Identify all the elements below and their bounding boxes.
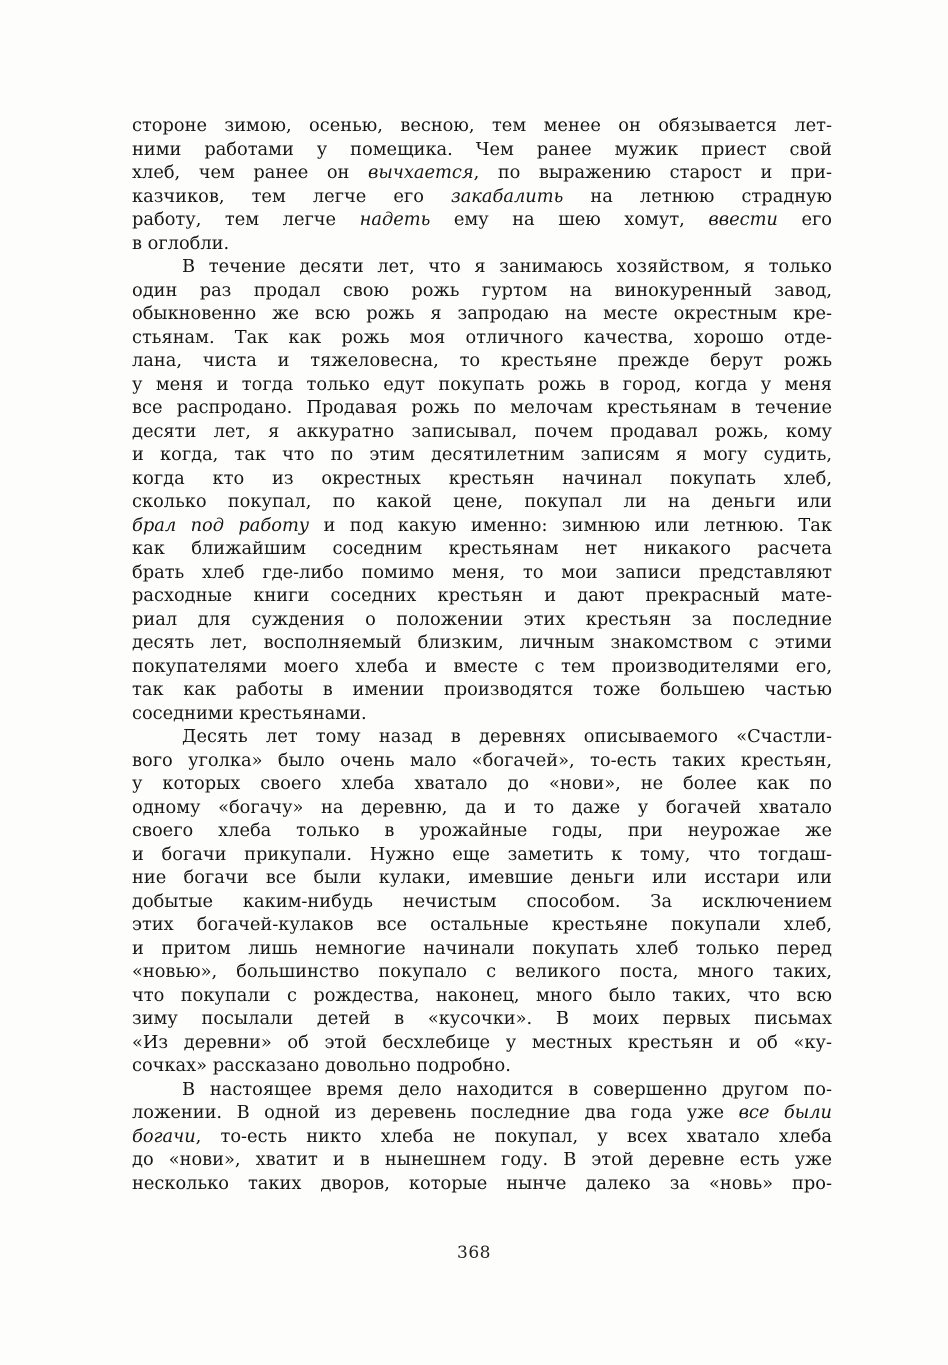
text-line: так как работы в имении производятся тоже большею частью [132,679,832,700]
text-line: работу, тем легче надеть ему на шею хомут, ввести его [132,209,832,230]
text-line: одному «богачу» на деревню, да и то даже у богачей хватало [132,796,832,818]
text-line: десять лет, восполняемый близким, личным знакомством с этими [132,632,832,653]
text-line: зиму посылали детей в «кусочки». В моих первых письмах [132,1008,832,1029]
text-line: несколько таких дворов, которые нынче далеко за «новь» про- [132,1172,832,1194]
text-line: добытые каким-нибудь нечистым способом. За исключением [132,890,832,912]
text-line: брал под работу и под какую именно: зимнюю или летнюю. Так [132,514,832,536]
text-line: у которых своего хлеба хватало до «нови», не более как по [132,773,832,794]
text-line: В настоящее время дело находится в совершенно другом по- [182,1078,832,1100]
text-line: стьянам. Так как рожь моя отличного качества, хорошо отде- [132,326,832,348]
text-line: когда кто из окрестных крестьян начинал покупать хлеб, [132,467,832,489]
text-line: В течение десяти лет, что я занимаюсь хозяйством, я только [182,256,832,277]
text-line: у меня и тогда только едут покупать рожь в город, когда у меня [132,373,832,395]
text-line: риал для суждения о положении этих крестьян за последние [132,608,832,630]
text-line: «новью», большинство покупало с великого поста, много таких, [132,961,832,982]
text-line: и когда, так что по этим десятилетним записям я могу судить, [132,444,832,465]
text-line: что покупали с рождества, наконец, много было таких, что всю [132,984,832,1006]
paragraph [132,1078,832,1196]
text-line: этих богачей-кулаков все остальные крестьяне покупали хлеб, [132,914,832,935]
text-line: вого уголка» было очень мало «богачей», то-есть таких крестьян, [132,749,832,771]
text-line: Десять лет тому назад в деревнях описываемого «Счастли- [182,726,832,747]
text-line: сочках» рассказано довольно подробно. [132,1055,511,1076]
text-line: в оглобли. [132,232,230,254]
text-line: казчиков, тем легче его закабалить на летнюю страдную [132,185,832,207]
text-line: и богачи прикупали. Нужно еще заметить к тому, что тогдаш- [132,843,832,865]
text-line: «Из деревни» об этой бесхлебице у местных крестьян и об «ку- [132,1031,832,1053]
text-line: соседними крестьянами. [132,702,367,724]
text-line: один раз продал свою рожь гуртом на винокуренный завод, [132,279,832,301]
text-line: как ближайшим соседним крестьянам нет никакого расчета [132,538,832,559]
text-line: ние богачи все были кулаки, имевшие деньги или исстари или [132,867,832,888]
text-line: покупателями моего хлеба и вместе с тем производителями его, [132,655,832,677]
text-line: своего хлеба только в урожайные годы, при неурожае же [132,820,832,841]
text-line: десяти лет, я аккуратно записывал, почем продавал рожь, кому [132,420,832,442]
paragraph [132,255,832,725]
text-line: лана, чиста и тяжеловесна, то крестьяне прежде берут рожь [132,350,832,371]
text-line: до «нови», хватит и в нынешнем году. В этой деревне есть уже [132,1149,832,1170]
text-line: и притом лишь немногие начинали покупать хлеб только перед [132,937,832,959]
text-line: все распродано. Продавая рожь по мелочам крестьянам в течение [132,397,832,418]
paragraph [132,725,832,1078]
text-line: брать хлеб где-либо помимо меня, то мои записи представляют [132,561,832,583]
text-line: ними работами у помещика. Чем ранее мужик приест свой [132,138,832,160]
text-line: стороне зимою, осенью, весною, тем менее он обязывается лет- [132,115,832,136]
body-text [132,114,832,1195]
text-line: сколько покупал, по какой цене, покупал ли на деньги или [132,491,832,512]
text-line: расходные книги соседних крестьян и дают прекрасный мате- [132,585,832,606]
page-number: 368 [457,1243,491,1263]
text-line: хлеб, чем ранее он вычхается, по выражению старост и при- [132,162,833,183]
text-line: ложении. В одной из деревень последние два года уже все были [132,1102,833,1123]
text-line: богачи, то-есть никто хлеба не покупал, у всех хватало хлеба [132,1125,832,1147]
paragraph [132,114,832,255]
text-line: обыкновенно же всю рожь я запродаю на месте окрестным кре- [132,303,832,324]
